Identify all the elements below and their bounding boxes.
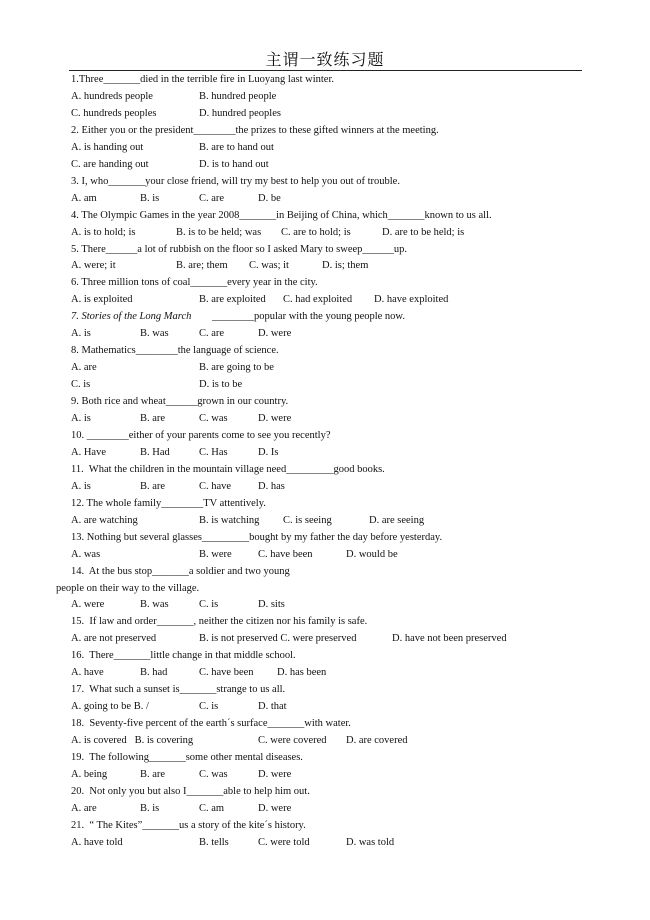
answer-option: A. are bbox=[71, 802, 97, 814]
question-text: ________popular with the young people now. bbox=[212, 311, 405, 323]
answer-option: C. Has bbox=[199, 446, 228, 458]
answer-option: D. are covered bbox=[346, 735, 408, 747]
question-text: 17. What such a sunset is_______strange to us all. bbox=[71, 684, 286, 696]
answer-option: B. are exploited bbox=[199, 294, 266, 306]
answer-option: D. have not been preserved bbox=[392, 633, 507, 645]
answer-option: B. were bbox=[199, 548, 232, 560]
answer-option: A. Have bbox=[71, 446, 106, 458]
answer-option: C. were told bbox=[258, 836, 310, 848]
question-text: 14. At the bus stop_______a soldier and two young bbox=[71, 565, 290, 577]
answer-option: B. is not preserved C. were preserved bbox=[199, 633, 357, 645]
answer-option: D. were bbox=[258, 413, 292, 424]
answer-option: B. had bbox=[140, 667, 168, 679]
answer-option: A. are not preserved bbox=[71, 633, 157, 645]
answer-option: D. would be bbox=[346, 548, 398, 560]
answer-option: A. is bbox=[71, 328, 91, 340]
answer-option: D. is to hand out bbox=[199, 158, 269, 170]
answer-option: D. sits bbox=[258, 599, 285, 611]
answer-option: B. was bbox=[140, 599, 169, 611]
answer-option: A. was bbox=[71, 548, 101, 560]
question-text: 8. Mathematics________the language of science. bbox=[71, 345, 279, 357]
question-text: 10. ________either of your parents come to see you recently? bbox=[71, 429, 331, 441]
answer-option: A. hundreds people bbox=[71, 90, 153, 102]
answer-option: C. are to hold; is bbox=[281, 226, 351, 238]
answer-option: A. have told bbox=[71, 836, 123, 848]
answer-option: A. were; it bbox=[71, 260, 116, 272]
answer-option: A. is bbox=[71, 480, 91, 492]
answer-option: D. has been bbox=[277, 667, 327, 679]
answer-option: D. has bbox=[258, 480, 285, 492]
answer-option: D. is; them bbox=[322, 260, 369, 272]
question-text: 19. The following_______some other mental diseases. bbox=[71, 752, 303, 763]
answer-option: D. be bbox=[258, 192, 281, 204]
answer-option: A. going to be B. / bbox=[71, 701, 149, 713]
answer-option: C. was bbox=[199, 413, 228, 424]
answer-option: D. that bbox=[258, 701, 287, 713]
question-text: 6. Three million tons of coal_______every year in the city. bbox=[71, 277, 318, 289]
answer-option: B. are bbox=[140, 480, 166, 492]
question-text: 11. What the children in the mountain village need_________good books. bbox=[71, 463, 385, 475]
answer-option: C. have been bbox=[258, 548, 313, 560]
question-text: 9. Both rice and wheat______grown in our country. bbox=[71, 396, 289, 408]
answer-option: A. being bbox=[71, 768, 108, 780]
answer-option: B. is to be held; was bbox=[176, 226, 262, 238]
answer-option: D. Is bbox=[258, 446, 279, 458]
question-text: 4. The Olympic Games in the year 2008_______in Beijing of China, which_______known to us all. bbox=[71, 209, 492, 221]
answer-option: A. have bbox=[71, 667, 104, 679]
answer-option: C. is bbox=[71, 379, 91, 391]
answer-option: A. is exploited bbox=[71, 294, 133, 306]
question-text: 5. There______a lot of rubbish on the floor so I asked Mary to sweep______up. bbox=[71, 243, 408, 255]
answer-option: C. are bbox=[199, 192, 225, 204]
question-text: 3. I, who_______your close friend, will try my best to help you out of trouble. bbox=[71, 175, 400, 187]
answer-option: B. are bbox=[140, 413, 166, 424]
answer-option: D. hundred peoples bbox=[199, 107, 281, 119]
question-text: 12. The whole family________TV attentively. bbox=[71, 497, 266, 509]
answer-option: D. was told bbox=[346, 836, 395, 848]
answer-option: C. are handing out bbox=[71, 158, 149, 170]
answer-option: A. are watching bbox=[71, 514, 138, 526]
answer-option: A. are bbox=[71, 362, 97, 374]
answer-option: D. were bbox=[258, 768, 292, 780]
question-text: 20. Not only you but also I_______able to help him out. bbox=[71, 785, 310, 797]
answer-option: B. are; them bbox=[176, 260, 228, 272]
answer-option: D. have exploited bbox=[374, 294, 449, 306]
answer-option: B. is bbox=[140, 802, 160, 814]
answer-option: A. were bbox=[71, 599, 105, 611]
answer-option: C. have bbox=[199, 480, 232, 492]
answer-option: B. is bbox=[140, 192, 160, 204]
question-text: 1.Three_______died in the terrible fire in Luoyang last winter. bbox=[71, 74, 335, 85]
answer-option: B. Had bbox=[140, 446, 170, 458]
question-text: people on their way to the village. bbox=[56, 582, 200, 594]
answer-option: A. is covered B. is covering bbox=[71, 735, 194, 747]
answer-option: D. were bbox=[258, 328, 292, 340]
answer-option: C. were covered bbox=[258, 735, 327, 747]
question-text: 21. “ The Kites”_______us a story of the kite´s history. bbox=[71, 819, 306, 831]
question-text: 16. There_______little change in that middle school. bbox=[71, 650, 296, 662]
page-title: 主谓一致练习题 bbox=[265, 50, 385, 69]
answer-option: B. hundred people bbox=[199, 90, 277, 102]
answer-option: A. is to hold; is bbox=[71, 226, 136, 238]
answer-option: D. were bbox=[258, 802, 292, 814]
answer-option: A. is bbox=[71, 413, 91, 424]
answer-option: B. is watching bbox=[199, 514, 260, 526]
answer-option: C. is bbox=[199, 599, 219, 611]
question-text: 15. If law and order_______, neither the citizen nor his family is safe. bbox=[71, 616, 368, 628]
answer-option: B. are going to be bbox=[199, 362, 274, 374]
answer-option: D. is to be bbox=[199, 379, 243, 391]
answer-option: C. hundreds peoples bbox=[71, 107, 157, 119]
answer-option: C. is seeing bbox=[283, 514, 332, 526]
question-text: 7. Stories of the Long March bbox=[71, 311, 192, 323]
question-text: 2. Either you or the president________the prizes to these gifted winners at the meeting. bbox=[71, 124, 439, 136]
answer-option: B. tells bbox=[199, 836, 229, 848]
answer-option: A. am bbox=[71, 192, 97, 204]
answer-option: D. are to be held; is bbox=[382, 226, 465, 238]
question-text: 13. Nothing but several glasses_________bought by my father the day before yesterday. bbox=[71, 531, 443, 543]
answer-option: D. are seeing bbox=[369, 514, 425, 526]
answer-option: C. are bbox=[199, 328, 225, 340]
answer-option: C. was; it bbox=[249, 260, 289, 272]
answer-option: C. is bbox=[199, 701, 219, 713]
answer-option: C. am bbox=[199, 802, 225, 814]
answer-option: C. have been bbox=[199, 667, 254, 679]
title-underline bbox=[69, 70, 582, 71]
question-text: 18. Seventy-five percent of the earth´s surface_______with water. bbox=[71, 718, 351, 730]
answer-option: A. is handing out bbox=[71, 141, 144, 153]
answer-option: B. was bbox=[140, 328, 169, 340]
answer-option: C. was bbox=[199, 768, 228, 780]
answer-option: C. had exploited bbox=[283, 294, 353, 306]
answer-option: B. are bbox=[140, 768, 166, 780]
answer-option: B. are to hand out bbox=[199, 141, 274, 153]
